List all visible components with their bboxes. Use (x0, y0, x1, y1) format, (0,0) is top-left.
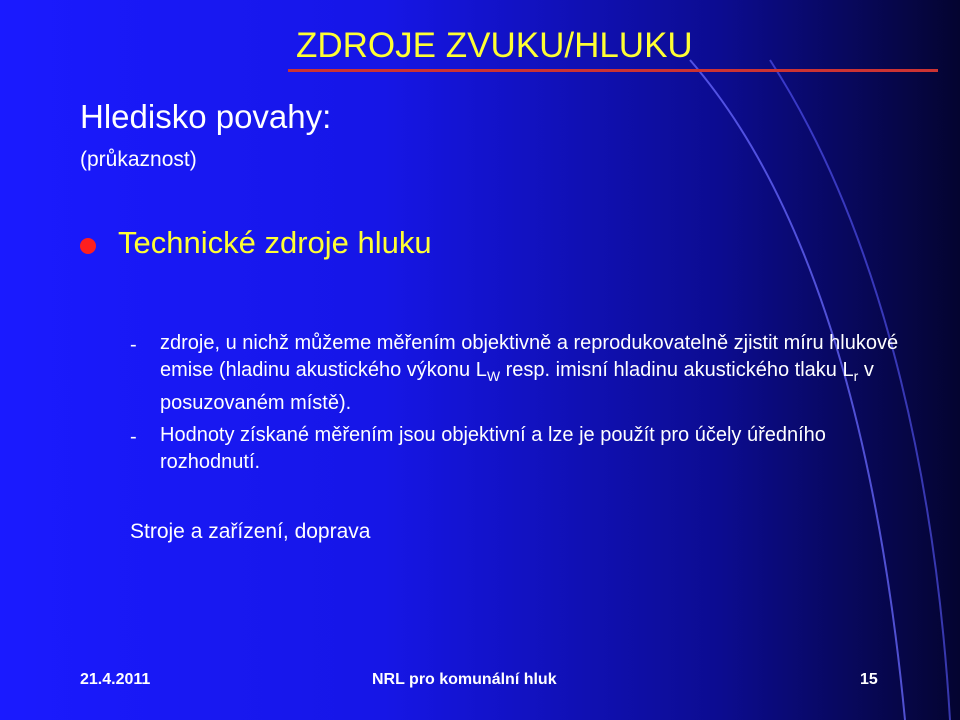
footer-center: NRL pro komunální hluk (372, 671, 557, 688)
footer-page-number: 15 (860, 671, 878, 688)
title-underline (288, 69, 938, 72)
bullet-text: Technické zdroje hluku (118, 225, 432, 260)
list-dash-2: - (130, 426, 137, 448)
list-item-1: zdroje, u nichž můžeme měřením objektivně a reprodukovatelně zjistit míru hlukové emise (hladinu akustického výkonu $L_W$ resp. imisní hladinu akustického tlaku $L_r$ v posuzovaném místě). (160, 332, 899, 414)
footer-date: 21.4.2011 (80, 671, 151, 688)
slide-title: ZDROJE ZVUKU/HLUKU (296, 26, 693, 65)
slide-heading: Hledisko povahy: (80, 98, 332, 135)
bullet-dot-icon (80, 238, 96, 254)
list-dash-1: - (130, 334, 137, 356)
slide-subheading: (průkaznost) (80, 148, 197, 171)
list-item-2: Hodnoty získané měřením jsou objektivní a lze je použít pro účely úředního rozhodnutí. (160, 424, 826, 473)
plain-line: Stroje a zařízení, doprava (130, 520, 371, 543)
